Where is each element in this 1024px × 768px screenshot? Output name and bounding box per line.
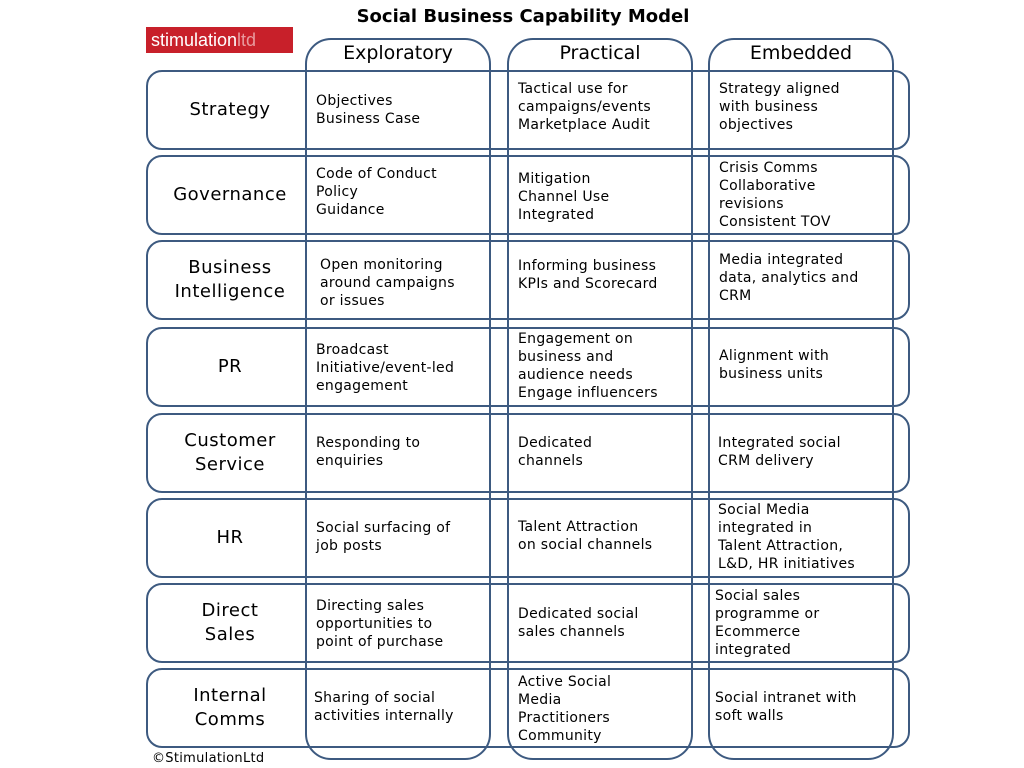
cell-business-intelligence-embedded: Media integrated data, analytics and CRM xyxy=(719,252,859,304)
row-label-strategy: Strategy xyxy=(189,99,271,120)
cell-strategy-practical: Tactical use for campaigns/events Marketplace Audit xyxy=(518,81,652,133)
logo-text-accent: ltd xyxy=(237,29,257,50)
cell-direct-sales-practical: Dedicated social sales channels xyxy=(518,606,639,640)
cell-governance-exploratory: Code of Conduct Policy Guidance xyxy=(316,166,437,218)
cell-strategy-exploratory: Objectives Business Case xyxy=(316,93,421,127)
cell-direct-sales-exploratory: Directing sales opportunities to point of purchase xyxy=(316,598,444,650)
cell-pr-practical: Engagement on business and audience needs Engage influencers xyxy=(518,331,658,401)
cell-business-intelligence-exploratory: Open monitoring around campaigns or issues xyxy=(320,257,455,309)
cell-direct-sales-embedded: Social sales programme or Ecommerce integrated xyxy=(715,588,820,658)
row-label-internal-comms: Internal Comms xyxy=(193,685,267,730)
cell-pr-exploratory: Broadcast Initiative/event-led engagement xyxy=(316,342,455,394)
cell-customer-service-embedded: Integrated social CRM delivery xyxy=(718,435,841,469)
row-label-business-intelligence: Business Intelligence xyxy=(174,257,286,302)
row-label-direct-sales: Direct Sales xyxy=(201,600,259,645)
copyright-footer: ©StimulationLtd xyxy=(152,751,265,766)
cell-business-intelligence-practical: Informing business KPIs and Scorecard xyxy=(518,258,658,292)
cell-pr-embedded: Alignment with business units xyxy=(719,348,830,382)
cell-hr-exploratory: Social surfacing of job posts xyxy=(316,520,451,554)
cell-strategy-embedded: Strategy aligned with business objectives xyxy=(719,81,840,133)
row-label-pr: PR xyxy=(217,356,243,377)
column-header-practical: Practical xyxy=(559,42,641,64)
cell-hr-practical: Talent Attraction on social channels xyxy=(518,519,653,553)
cell-hr-embedded: Social Media integrated in Talent Attraction, L&D, HR initiatives xyxy=(718,502,855,572)
cell-governance-practical: Mitigation Channel Use Integrated xyxy=(518,171,610,223)
column-header-exploratory: Exploratory xyxy=(343,42,453,64)
cell-customer-service-practical: Dedicated channels xyxy=(518,435,593,469)
diagram-title: Social Business Capability Model xyxy=(356,6,690,27)
cell-internal-comms-exploratory: Sharing of social activities internally xyxy=(314,690,454,724)
stimulation-logo xyxy=(146,27,293,53)
logo-text-main: stimulation xyxy=(151,29,238,50)
row-label-customer-service: Customer Service xyxy=(184,430,276,475)
row-label-governance: Governance xyxy=(173,184,287,205)
cell-customer-service-exploratory: Responding to enquiries xyxy=(316,435,421,469)
cell-governance-embedded: Crisis Comms Collaborative revisions Consistent TOV xyxy=(719,160,831,230)
cell-internal-comms-practical: Active Social Media Practitioners Community xyxy=(518,674,612,744)
cell-internal-comms-embedded: Social intranet with soft walls xyxy=(715,690,857,724)
row-label-hr: HR xyxy=(216,527,244,548)
column-header-embedded: Embedded xyxy=(749,42,853,64)
